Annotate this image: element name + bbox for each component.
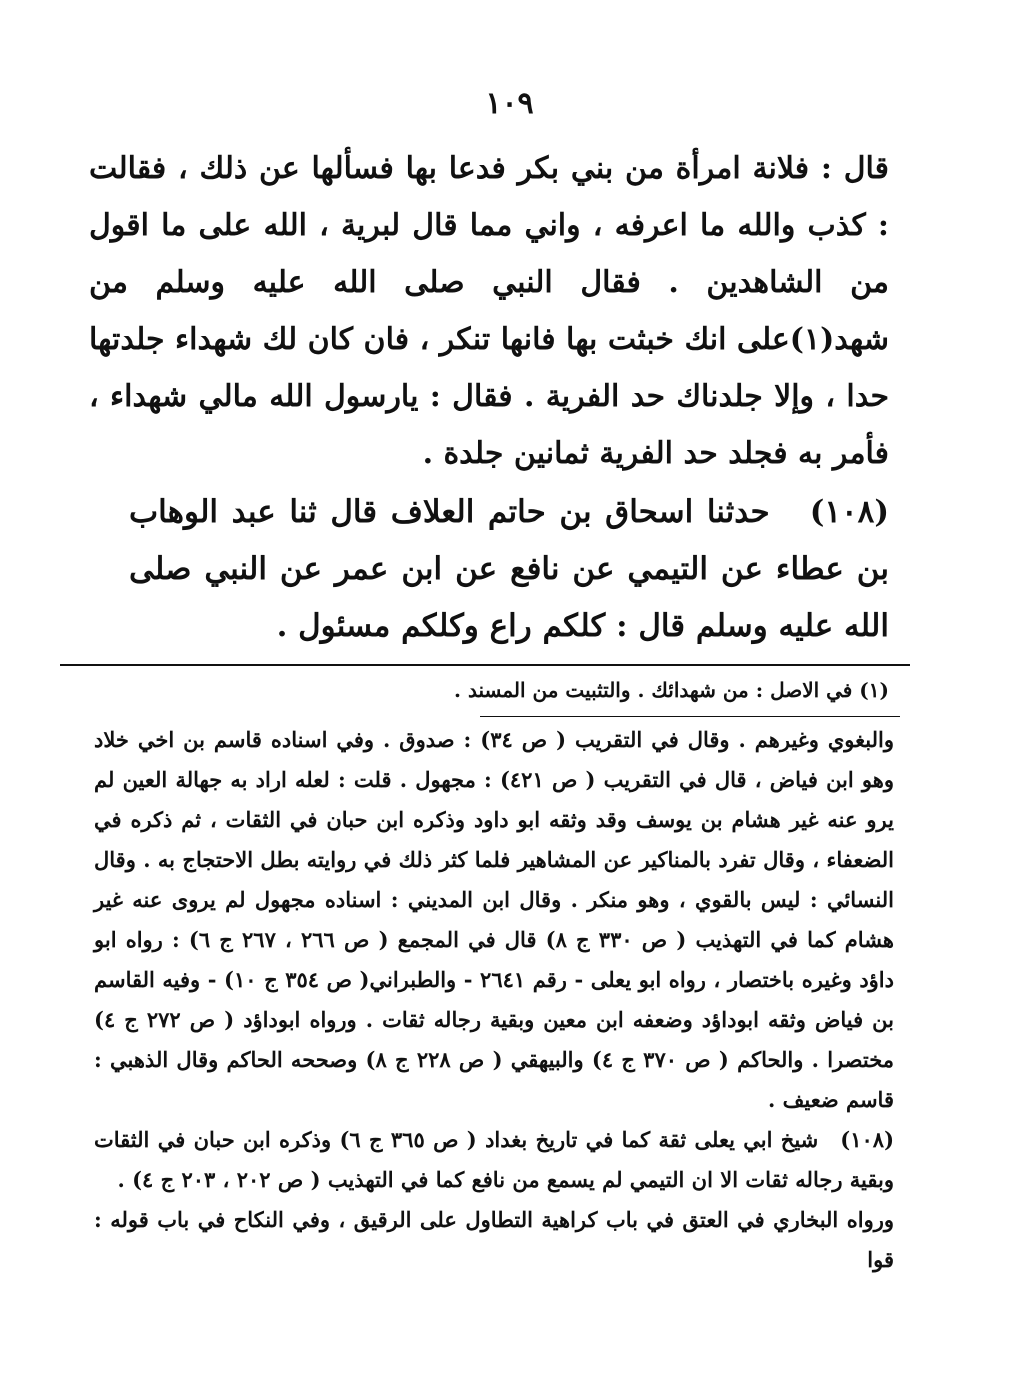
page-number: ١٠٩ xyxy=(485,86,534,121)
footnote-divider xyxy=(60,664,910,666)
main-paragraph: قال : فلانة امرأة من بني بكر فدعا بها فسألها عن ذلك ، فقالت : كذب والله ما اعرفه ، واني مما قال لبرية ، الله على ما اقول من الشاهدين . فقال النبي صلى الله عليه وسلم من شهد(١)على انك خبثت بها فانها تنكر ، فان كان لك شهداء جلدتها حدا ، وإلا جلدناك حد الفرية . فقال : يارسول الله مالي شهداء ، فأمر به فجلد حد الفرية ثمانين جلدة . xyxy=(89,151,889,471)
commentary-paragraph-1: والبغوي وغيرهم . وقال في التقريب ( ص ٣٤) : صدوق . وفي اسناده قاسم بن اخي خلاد وهو ابن فياض ، قال في التقريب ( ص ٤٢١) : مجهول . قلت : لعله اراد به جهالة العين لم يرو عنه غير هشام بن يوسف وقد وثقه ابو داود وذكره ابن حبان في الثقات ، ثم ذكره في الضعفاء ، وقال تفرد بالمناكير عن المشاهير فلما كثر ذلك في روايته بطل الاحتجاج به . وقال النسائي : ليس بالقوي ، وهو منكر . وقال ابن المديني : اسناده مجهول لم يروى عنه غير هشام كما في التهذيب ( ص ٣٣٠ ج ٨) قال في المجمع ( ص ٢٦٦ ، ٢٦٧ ج ٦) : رواه ابو داؤد وغيره باختصار ، رواه ابو يعلى - رقم ٢٦٤١ - والطبراني( ص ٣٥٤ ج ١٠) - وفيه القاسم بن فياض وثقه ابوداؤد وضعفه ابن معين وبقية رجاله ثقات . ورواه ابوداؤد ( ص ٢٧٢ ج ٤) مختصرا . والحاكم ( ص ٣٧٠ ج ٤) والبيهقي ( ص ٢٢٨ ج ٨) وصححه الحاكم وقال الذهبي : قاسم ضعيف . xyxy=(94,727,894,1112)
hadith-text: حدثنا اسحاق بن حاتم العلاف قال ثنا عبد الوهاب بن عطاء عن التيمي عن نافع عن ابن عمر عن النبي صلى الله عليه وسلم قال : كلكم راع وكلكم مسئول . xyxy=(129,494,889,644)
commentary-paragraph-2 xyxy=(94,1120,894,1200)
commentary-divider xyxy=(480,716,900,717)
commentary-paragraph-3: ورواه البخاري في العتق في باب كراهية التطاول على الرقيق ، وفي النكاح في باب قوله : قوا xyxy=(94,1207,894,1272)
commentary xyxy=(94,720,894,1280)
commentary-number: (١٠٨) xyxy=(840,1127,895,1152)
footnote-1: (١) في الاصل : من شهدائك . والتثبيت من المسند . xyxy=(454,678,889,702)
commentary-paragraph-2-text: شيخ ابي يعلى ثقة كما في تاريخ بغداد ( ص ٣٦٥ ج ٦) وذكره ابن حبان في الثقات وبقية رجاله ثقات الا ان التيمي لم يسمع من نافع كما في التهذيب ( ص ٢٠٢ ، ٢٠٣ ج ٤) . xyxy=(94,1127,894,1192)
hadith-number: (١٠٨) xyxy=(809,494,889,530)
hadith-paragraph xyxy=(129,484,889,655)
